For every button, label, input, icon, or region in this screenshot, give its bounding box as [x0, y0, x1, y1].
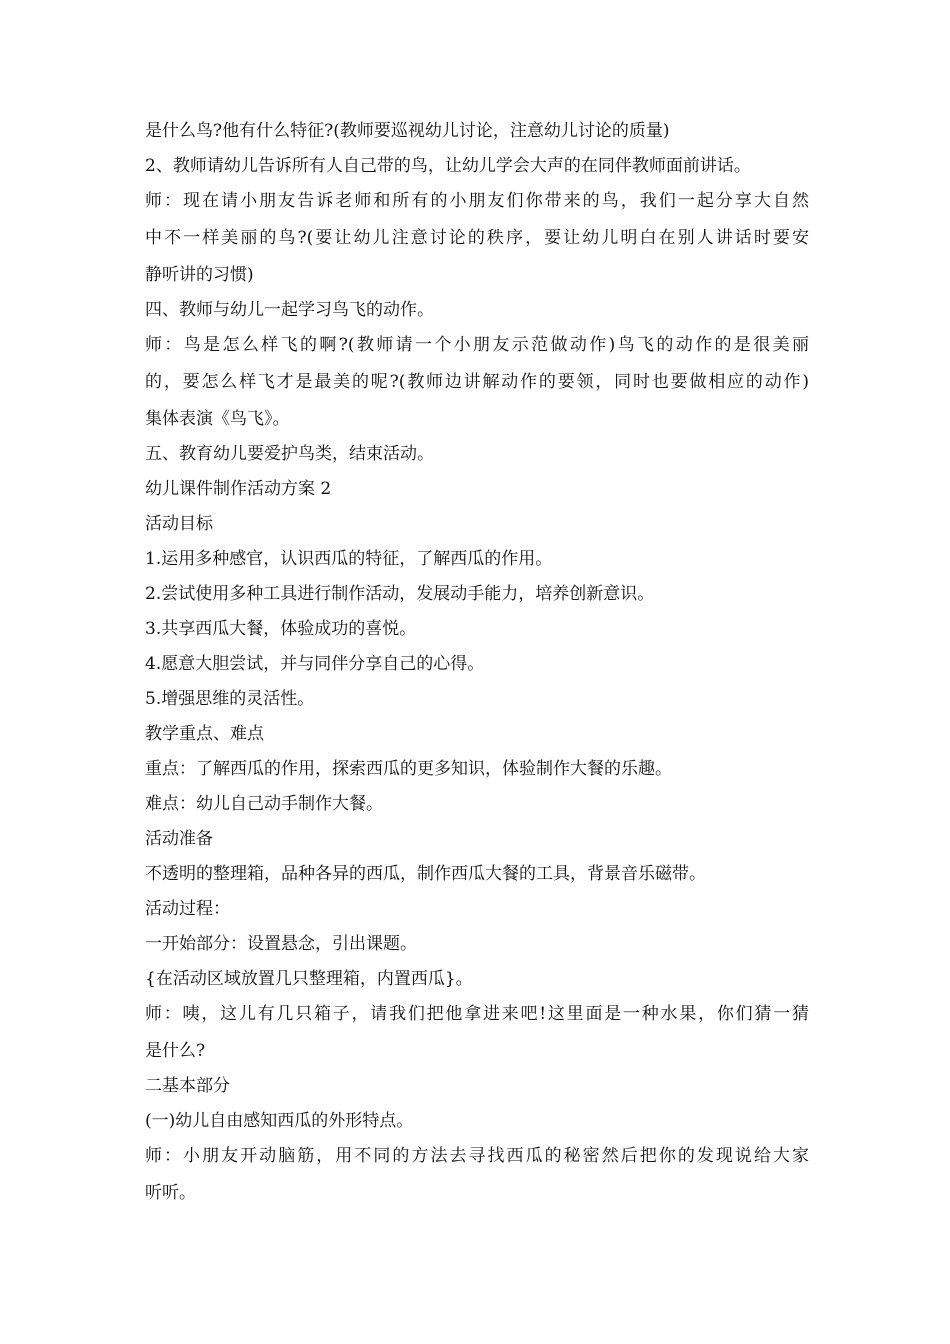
text-line: 师：咦，这儿有几只箱子，请我们把他拿进来吧!这里面是一种水果，你们猜一猜 — [145, 1004, 809, 1024]
text-line: 重点：了解西瓜的作用，探索西瓜的更多知识，体验制作大餐的乐趣。 — [145, 759, 672, 779]
paragraph — [145, 514, 815, 534]
paragraph — [145, 829, 815, 849]
text-line: {在活动区域放置几只整理箱，内置西瓜}。 — [145, 969, 473, 989]
paragraph — [145, 479, 815, 499]
paragraph — [145, 1076, 815, 1096]
text-line: 师：小朋友开动脑筋，用不同的方法去寻找西瓜的秘密然后把你的发现说给大家 — [145, 1146, 809, 1166]
text-line: 幼儿课件制作活动方案 2 — [145, 479, 332, 499]
text-line: 中不一样美丽的鸟?(要让幼儿注意讨论的秩序，要让幼儿明白在别人讲话时要安 — [145, 228, 809, 248]
paragraph — [145, 549, 815, 569]
text-line: 2.尝试使用多种工具进行制作活动，发展动手能力，培养创新意识。 — [145, 584, 655, 604]
text-line: 教学重点、难点 — [145, 724, 264, 744]
paragraph — [145, 969, 815, 989]
text-line: 师：鸟是怎么样飞的啊?(教师请一个小朋友示范做动作)鸟飞的动作的是很美丽 — [145, 335, 809, 355]
paragraph — [145, 934, 815, 954]
text-line: 一开始部分：设置悬念，引出课题。 — [145, 934, 417, 954]
paragraph — [145, 121, 815, 141]
text-line: 集体表演《鸟飞》。 — [145, 409, 290, 429]
paragraph — [145, 724, 815, 744]
paragraph — [145, 156, 815, 176]
paragraph — [145, 444, 815, 464]
paragraph — [145, 759, 815, 779]
text-line: 的，要怎么样飞才是最美的呢?(教师边讲解动作的要领，同时也要做相应的动作) — [145, 372, 809, 392]
paragraph — [145, 1111, 815, 1131]
paragraph — [145, 794, 815, 814]
text-line: 是什么鸟?他有什么特征?(教师要巡视幼儿讨论，注意幼儿讨论的质量) — [145, 121, 670, 141]
text-line: 2、教师请幼儿告诉所有人自己带的鸟，让幼儿学会大声的在同伴教师面前讲话。 — [145, 156, 751, 176]
text-line: 活动目标 — [145, 514, 213, 534]
text-line: 4.愿意大胆尝试，并与同伴分享自己的心得。 — [145, 654, 485, 674]
text-line: 1.运用多种感官，认识西瓜的特征，了解西瓜的作用。 — [145, 549, 553, 569]
paragraph — [145, 335, 815, 429]
document-body — [145, 121, 815, 1203]
paragraph — [145, 899, 815, 919]
text-line: 五、教育幼儿要爱护鸟类，结束活动。 — [145, 444, 434, 464]
text-line: 5.增强思维的灵活性。 — [145, 689, 315, 709]
text-line: 二基本部分 — [145, 1076, 230, 1096]
text-line: 不透明的整理箱，品种各异的西瓜，制作西瓜大餐的工具，背景音乐磁带。 — [145, 864, 706, 884]
paragraph — [145, 584, 815, 604]
text-line: 活动过程： — [145, 899, 230, 919]
text-line: (一)幼儿自由感知西瓜的外形特点。 — [145, 1111, 414, 1131]
text-line: 听听。 — [145, 1183, 196, 1203]
text-line: 静听讲的习惯) — [145, 265, 254, 285]
text-line: 3.共享西瓜大餐，体验成功的喜悦。 — [145, 619, 417, 639]
paragraph — [145, 689, 815, 709]
paragraph — [145, 191, 815, 285]
paragraph — [145, 1146, 815, 1203]
paragraph — [145, 654, 815, 674]
paragraph — [145, 864, 815, 884]
text-line: 难点：幼儿自己动手制作大餐。 — [145, 794, 383, 814]
text-line: 师：现在请小朋友告诉老师和所有的小朋友们你带来的鸟，我们一起分享大自然 — [145, 191, 809, 211]
paragraph — [145, 300, 815, 320]
text-line: 四、教师与幼儿一起学习鸟飞的动作。 — [145, 300, 434, 320]
text-line: 是什么? — [145, 1041, 206, 1061]
text-line: 活动准备 — [145, 829, 213, 849]
paragraph — [145, 619, 815, 639]
paragraph — [145, 1004, 815, 1061]
